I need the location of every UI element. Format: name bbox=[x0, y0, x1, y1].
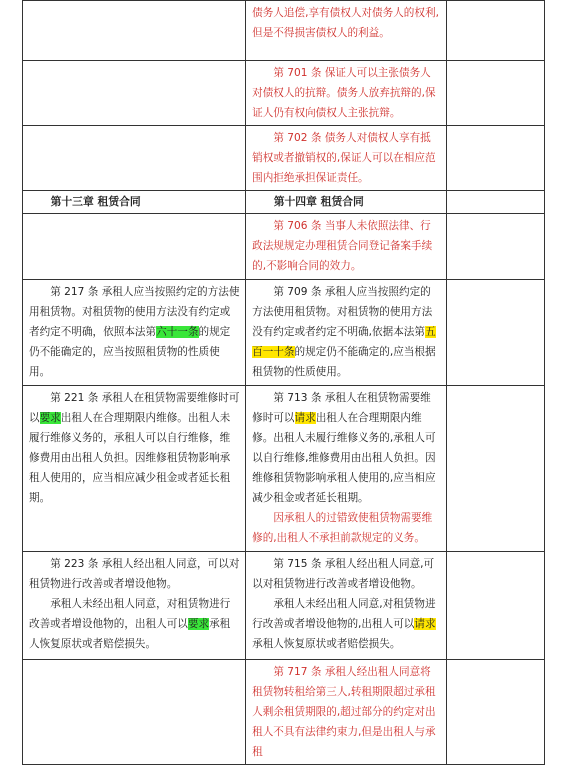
chapter-row bbox=[23, 191, 545, 214]
right-cell bbox=[246, 386, 447, 552]
left-cell bbox=[23, 552, 246, 660]
article-text: 第 701 条 保证人可以主张债务人对债权人的抗辩。债务人放弃抗辩的,保证人仍有权向债权人主张抗辩。 bbox=[252, 67, 436, 119]
note-cell bbox=[446, 1, 544, 61]
highlight-yellow: 请求 bbox=[294, 412, 316, 424]
article-text: 第 709 条 承租人应当按照约定的方法使用租赁物。对租赁物的使用方法没有约定或者约定不明确,依据本法第五百一十条的规定仍不能确定的,应当根据租赁物的性质使用。 bbox=[252, 286, 436, 378]
highlight-yellow: 请求 bbox=[414, 618, 436, 630]
left-cell bbox=[23, 214, 246, 280]
note-cell bbox=[446, 660, 544, 765]
highlight-yellow: 五百一十条 bbox=[252, 326, 436, 358]
note-cell bbox=[446, 552, 544, 660]
article-text: 承租人未经出租人同意，对租赁物进行改善或者增设他物的，出租人可以要求承租人恢复原状或者赔偿损失。 bbox=[29, 598, 231, 650]
left-cell bbox=[23, 660, 246, 765]
highlight-green: 要求 bbox=[39, 412, 61, 424]
note-cell bbox=[446, 386, 544, 552]
document-page bbox=[22, 0, 545, 763]
table-row bbox=[23, 1, 545, 61]
note-cell bbox=[446, 280, 544, 386]
article-text: 第 702 条 债务人对债权人享有抵销权或者撤销权的,保证人可以在相应范围内拒绝承担保证责任。 bbox=[252, 132, 436, 184]
table-row bbox=[23, 660, 545, 765]
note-cell bbox=[446, 61, 544, 126]
right-cell bbox=[246, 214, 447, 280]
left-cell bbox=[23, 386, 246, 552]
note-cell bbox=[446, 126, 544, 191]
right-cell bbox=[246, 1, 447, 61]
left-cell bbox=[23, 61, 246, 126]
chapter-heading-right: 第十四章 租赁合同 bbox=[273, 195, 364, 208]
left-cell bbox=[23, 126, 246, 191]
article-text: 第 715 条 承租人经出租人同意,可以对租赁物进行改善或者增设他物。 bbox=[252, 558, 435, 590]
table-row bbox=[23, 214, 545, 280]
comparison-table bbox=[22, 0, 545, 765]
article-text: 第 717 条 承租人经出租人同意将租赁物转租给第三人,转租期限超过承租人剩余租赁期限的,超过部分的约定对出租人不具有法律约束力,但是出租人与承租 bbox=[252, 666, 436, 758]
added-clause: 因承租人的过错致使租赁物需要维修的,出租人不承担前款规定的义务。 bbox=[252, 512, 433, 544]
right-cell bbox=[246, 126, 447, 191]
note-cell bbox=[446, 191, 544, 214]
highlight-green: 要求 bbox=[187, 618, 210, 630]
article-text: 债务人追偿,享有债权人对债务人的权利,但是不得损害债权人的利益。 bbox=[252, 7, 439, 39]
right-cell bbox=[246, 191, 447, 214]
left-cell bbox=[23, 1, 246, 61]
note-cell bbox=[446, 214, 544, 280]
article-text: 第 713 条 承租人在租赁物需要维修时可以请求出租人在合理期限内维修。出租人未履行维修义务的,承租人可以自行维修,维修费用由出租人负担。因维修租赁物影响承租人使用的,应当相应减少租金或者延长租期。 bbox=[252, 392, 436, 504]
table-row bbox=[23, 61, 545, 126]
chapter-heading-left: 第十三章 租赁合同 bbox=[50, 195, 141, 208]
article-text: 第 217 条 承租人应当按照约定的方法使用租赁物。对租赁物的使用方法没有约定或者约定不明确，依照本法第六十一条的规定仍不能确定的，应当按照租赁物的性质使用。 bbox=[29, 286, 240, 378]
table-row bbox=[23, 126, 545, 191]
article-text: 第 706 条 当事人未依照法律、行政法规规定办理租赁合同登记备案手续的,不影响合同的效力。 bbox=[252, 220, 433, 272]
left-cell bbox=[23, 280, 246, 386]
article-text: 第 223 条 承租人经出租人同意，可以对租赁物进行改善或者增设他物。 bbox=[29, 558, 240, 590]
right-cell bbox=[246, 280, 447, 386]
left-cell bbox=[23, 191, 246, 214]
table-row bbox=[23, 386, 545, 552]
right-cell bbox=[246, 552, 447, 660]
right-cell bbox=[246, 61, 447, 126]
highlight-green: 六十一条 bbox=[156, 326, 199, 338]
table-row bbox=[23, 552, 545, 660]
article-text: 承租人未经出租人同意,对租赁物进行改善或者增设他物的,出租人可以请求承租人恢复原状或者赔偿损失。 bbox=[252, 598, 436, 650]
table-row bbox=[23, 280, 545, 386]
right-cell bbox=[246, 660, 447, 765]
article-text: 第 221 条 承租人在租赁物需要维修时可以要求出租人在合理期限内维修。出租人未履行维修义务的，承租人可以自行维修，维修费用由出租人负担。因维修租赁物影响承租人使用的，应当相应减少租金或者延长租期。 bbox=[29, 392, 240, 504]
